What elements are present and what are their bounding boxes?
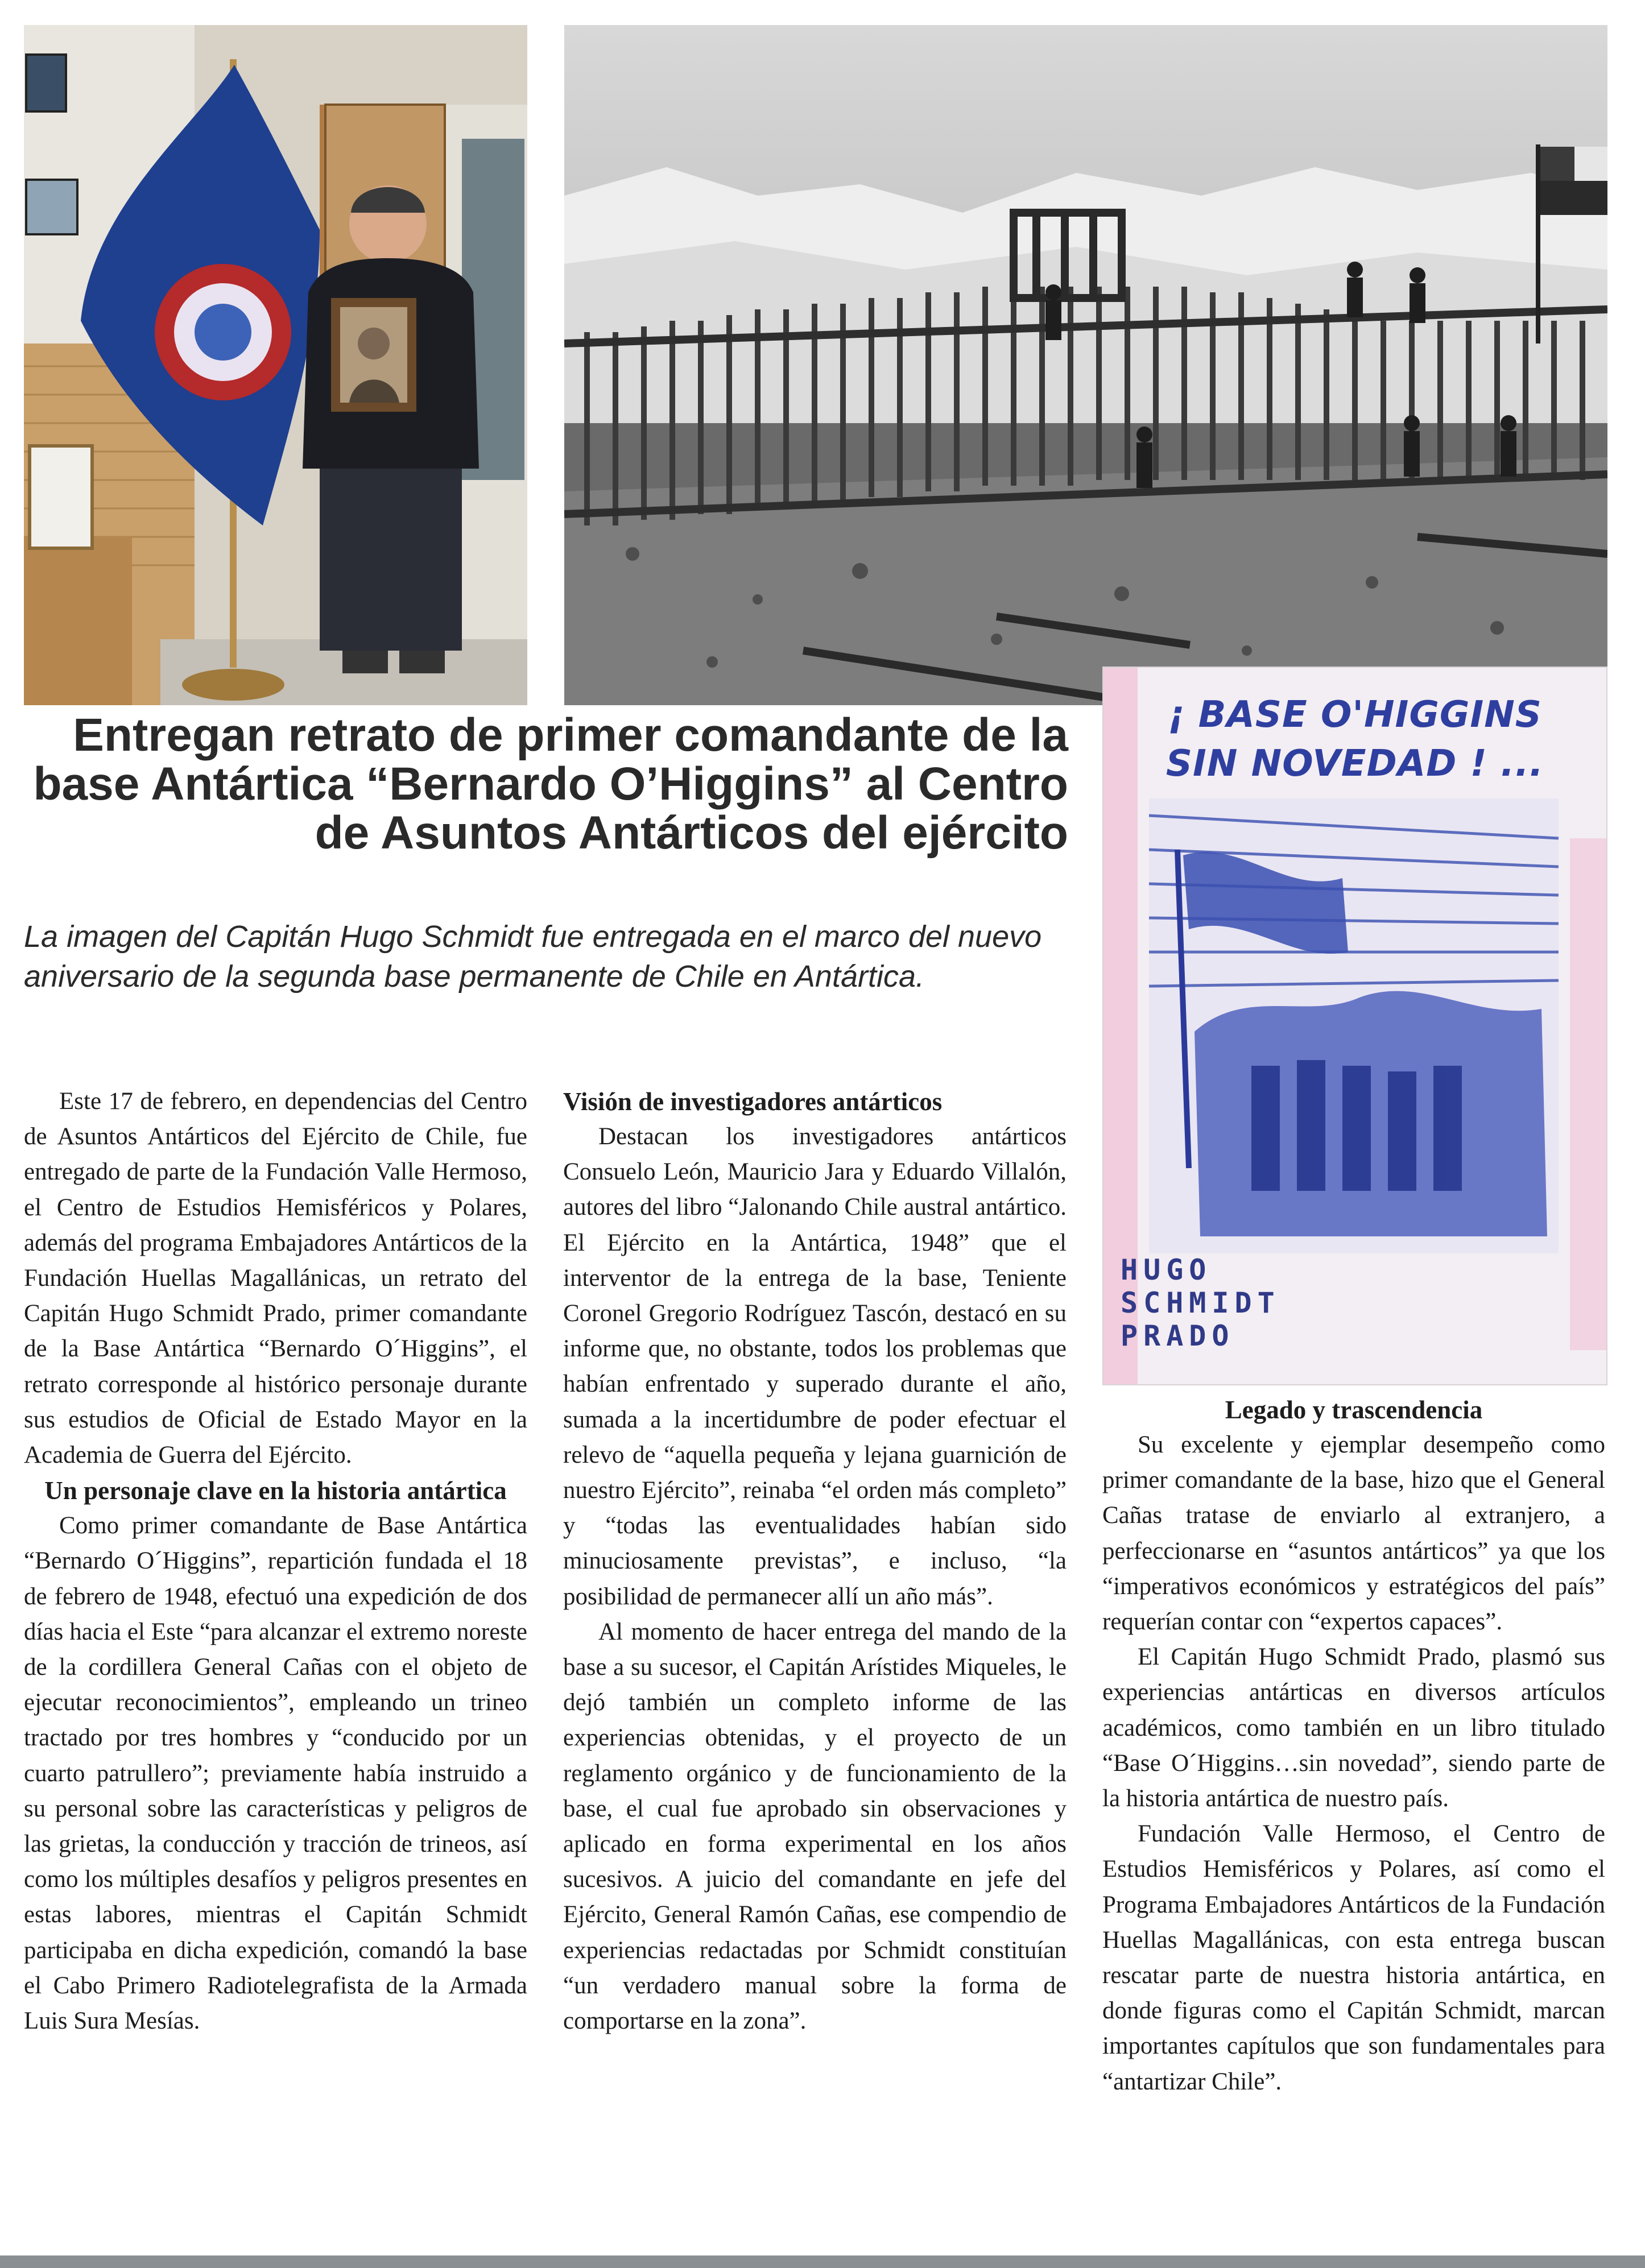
book-author-line1: HUGO (1121, 1253, 1212, 1286)
article-column-2 (563, 1084, 1067, 2039)
book-title-line2: SIN NOVEDAD ! ... (1165, 743, 1544, 785)
book-author-line2: SCHMIDT (1121, 1286, 1280, 1319)
photo-base-construction (564, 25, 1607, 705)
book-title (1115, 690, 1595, 788)
article-column-1 (24, 1084, 527, 2039)
column1-paragraph-1: Este 17 de febrero, en dependencias del Centro de Asuntos Antárticos del Ejército de Chile, fue entregado de parte de la Fundación Valle Hermoso, el Centro de Estudios Hemisféricos y Polares, además del programa Embajadores Antárticos de la Fundación Huellas Magallánicas, un retrato del Capitán Hugo Schmidt Prado, primer comandante de la Base Antártica “Bernardo O´Higgins”, el retrato corresponde al histórico personaje durante sus estudios de Oficial de Estado Mayor en la Academia de Guerra del Ejército. (24, 1088, 527, 1469)
book-author (1121, 1253, 1405, 1352)
column3-paragraph-3: Fundación Valle Hermoso, el Centro de Estudios Hemisféricos y Polares, así como el Programa Embajadores Antárticos de la Fundación Huellas Magallánicas, con esta entrega buscan rescatar parte de nuestra historia antártica, en donde figuras como el Capitán Schmidt, marcan importantes capítulos que son fundamentales para “antartizar Chile”. (1102, 1820, 1605, 2095)
article-column-3 (1102, 1392, 1605, 2100)
column2-section-heading: Visión de investigadores antárticos (563, 1087, 943, 1116)
column3-paragraph-2: El Capitán Hugo Schmidt Prado, plasmó sus experiencias antárticas en diversos artículos académicos, como también en un libro titulado “Base O´Higgins…sin novedad”, siendo parte de la historia antártica de nuestro país. (1102, 1644, 1605, 1812)
column2-paragraph-2: Al momento de hacer entrega del mando de la base a su sucesor, el Capitán Arístides Miqueles, le dejó también un completo informe de las experiencias obtenidas, y el proyecto de un reglamento orgánico y de funcionamiento de la base, el cual fue aprobado sin observaciones y aplicado en forma experimental en los años sucesivos. A juicio del comandante en jefe del Ejército, General Ramón Cañas, ese compendio de experiencias redactadas por Schmidt constituían “un verdadero manual sobre la forma de comportarse en la zona”. (563, 1618, 1067, 2035)
column1-section-heading: Un personaje clave en la historia antártica (44, 1476, 507, 1505)
article-headline: Entregan retrato de primer comandante de la base Antártica “Bernardo O’Higgins” al Centro de Asuntos Antárticos del ejército (33, 709, 1068, 859)
column1-paragraph-2: Como primer comandante de Base Antártica “Bernardo O´Higgins”, repartición fundada el 18 de febrero de 1948, efectuó una expedición de dos días hacia el Este “para alcanzar el extremo noreste de la cordillera General Cañas con el objeto de ejecutar reconocimientos”, empleando un trineo tractado por tres hombres y “conducido por un cuarto patrullero”; previamente había instruido a su personal sobre las características y peligros de las grietas, la conducción y tracción de trineos, así como los múltiples desafíos y peligros presentes en estas labores, mientras el Capitán Schmidt participaba en dicha expedición, comandó la base el Cabo Primero Radiotelegrafista de la Armada Luis Sura Mesías. (24, 1512, 527, 2035)
construction-photo-illustration (564, 25, 1607, 705)
column2-paragraph-1: Destacan los investigadores antárticos Consuelo León, Mauricio Jara y Eduardo Villalón, autores del libro “Jalonando Chile austral antártico. El Ejército en la Antártica, 1948” que el interventor de la entrega de la base, Teniente Coronel Gregorio Rodríguez Tascón, destacó en su informe que, no obstante, todos los problemas que habían enfrentado y superado durante el año, sumada a la incertidumbre de poder efectuar el relevo de “aquella pequeña y lejana guarnición de nuestro Ejército”, reinaba “el orden más completo” y “todas las eventualidades habían sido minuciosamente previstas”, e incluso, “la posibilidad de permanecer allí un año más”. (563, 1123, 1067, 1610)
book-author-line3: PRADO (1121, 1319, 1235, 1352)
book-title-line1: ¡ BASE O'HIGGINS (1168, 694, 1542, 736)
column3-paragraph-1: Su excelente y ejemplar desempeño como primer comandante de la base, hizo que el General Cañas tratase de enviarlo al extranjero, a perfeccionarse en “asuntos antárticos” ya que los “imperativos económicos y estratégicos del país” requerían contar con “expertos capaces”. (1102, 1431, 1605, 1636)
article-subheadline: La imagen del Capitán Hugo Schmidt fue entregada en el marco del nuevo aniversario de la segunda base permanente de Chile en Antártica. (24, 920, 1042, 994)
book-cover-image (1102, 667, 1607, 1385)
column3-section-heading: Legado y trascendencia (1225, 1396, 1483, 1424)
portrait-photo-illustration (24, 25, 527, 705)
photo-portrait-handover (24, 25, 527, 705)
page-footer-bar (0, 2255, 1645, 2268)
